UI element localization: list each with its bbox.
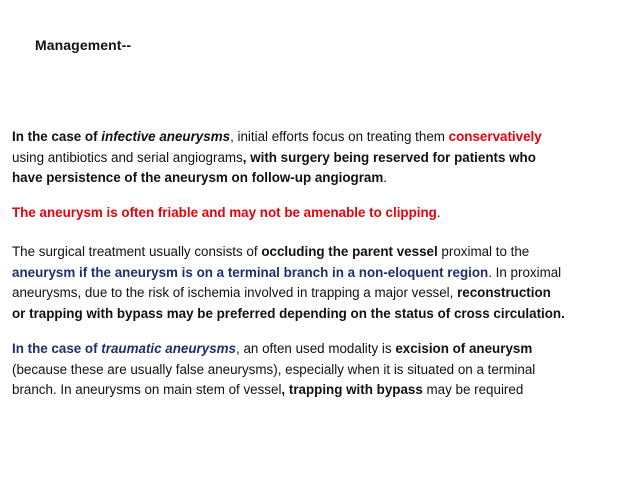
paragraph-traumatic-aneurysms (12, 339, 632, 401)
text-run-navy: aneurysm if the aneurysm is on a terminal branch in a non-eloquent region (12, 264, 489, 280)
text-run: proximal to the (437, 244, 530, 259)
text-line (12, 263, 632, 284)
text-run-bold: excision of aneurysm (395, 341, 533, 356)
text-line (12, 148, 632, 169)
text-line (12, 168, 632, 189)
text-run-navy-italic: traumatic aneurysms (101, 341, 237, 356)
text-run-bold: have persistence of the aneurysm on follow-up angiogram (12, 170, 384, 185)
text-run-bold: occluding the parent vessel (261, 244, 438, 259)
text-run: branch. In aneurysms on main stem of vessel (12, 382, 282, 397)
text-run-bold: , trapping with bypass (281, 382, 423, 397)
text-line (12, 360, 632, 381)
paragraph-infective-aneurysms (12, 127, 632, 189)
text-line (12, 242, 632, 263)
paragraph-friable-warning (12, 203, 632, 224)
text-run-highlight: conservatively (448, 129, 542, 144)
text-run: using antibiotics and serial angiograms (12, 149, 243, 165)
text-line (12, 283, 632, 304)
text-run-highlight: The aneurysm is often friable and may not be amenable to clipping (12, 205, 437, 220)
text-run: , an often used modality is (236, 341, 396, 356)
text-run: may be required (422, 382, 524, 397)
text-run: , initial efforts focus on treating them (230, 129, 449, 144)
text-run: The surgical treatment usually consists of (12, 244, 262, 259)
text-run: In the case of (12, 129, 102, 144)
text-run: . (383, 170, 388, 185)
text-line (12, 203, 632, 224)
text-run: . (436, 205, 441, 220)
text-run-bold: or trapping with bypass may be preferred depending on the status of cross circulation. (12, 305, 565, 321)
text-run-bold: reconstruction (457, 285, 551, 300)
slide-title: Management-- (35, 37, 132, 53)
text-run: aneurysms, due to the risk of ischemia involved in trapping a major vessel, (12, 285, 458, 300)
text-run-bold: , with surgery being reserved for patients who (242, 149, 536, 165)
paragraph-surgical-treatment (12, 242, 632, 324)
text-run-italic: infective aneurysms (101, 129, 231, 144)
text-run: . In proximal (488, 264, 562, 280)
text-line (12, 339, 632, 360)
text-run: (because these are usually false aneurysms), especially when it is situated on a terminal (12, 361, 536, 377)
text-line (12, 380, 632, 401)
text-line (12, 127, 632, 148)
text-line (12, 304, 632, 325)
text-run-navy: In the case of (12, 341, 102, 356)
